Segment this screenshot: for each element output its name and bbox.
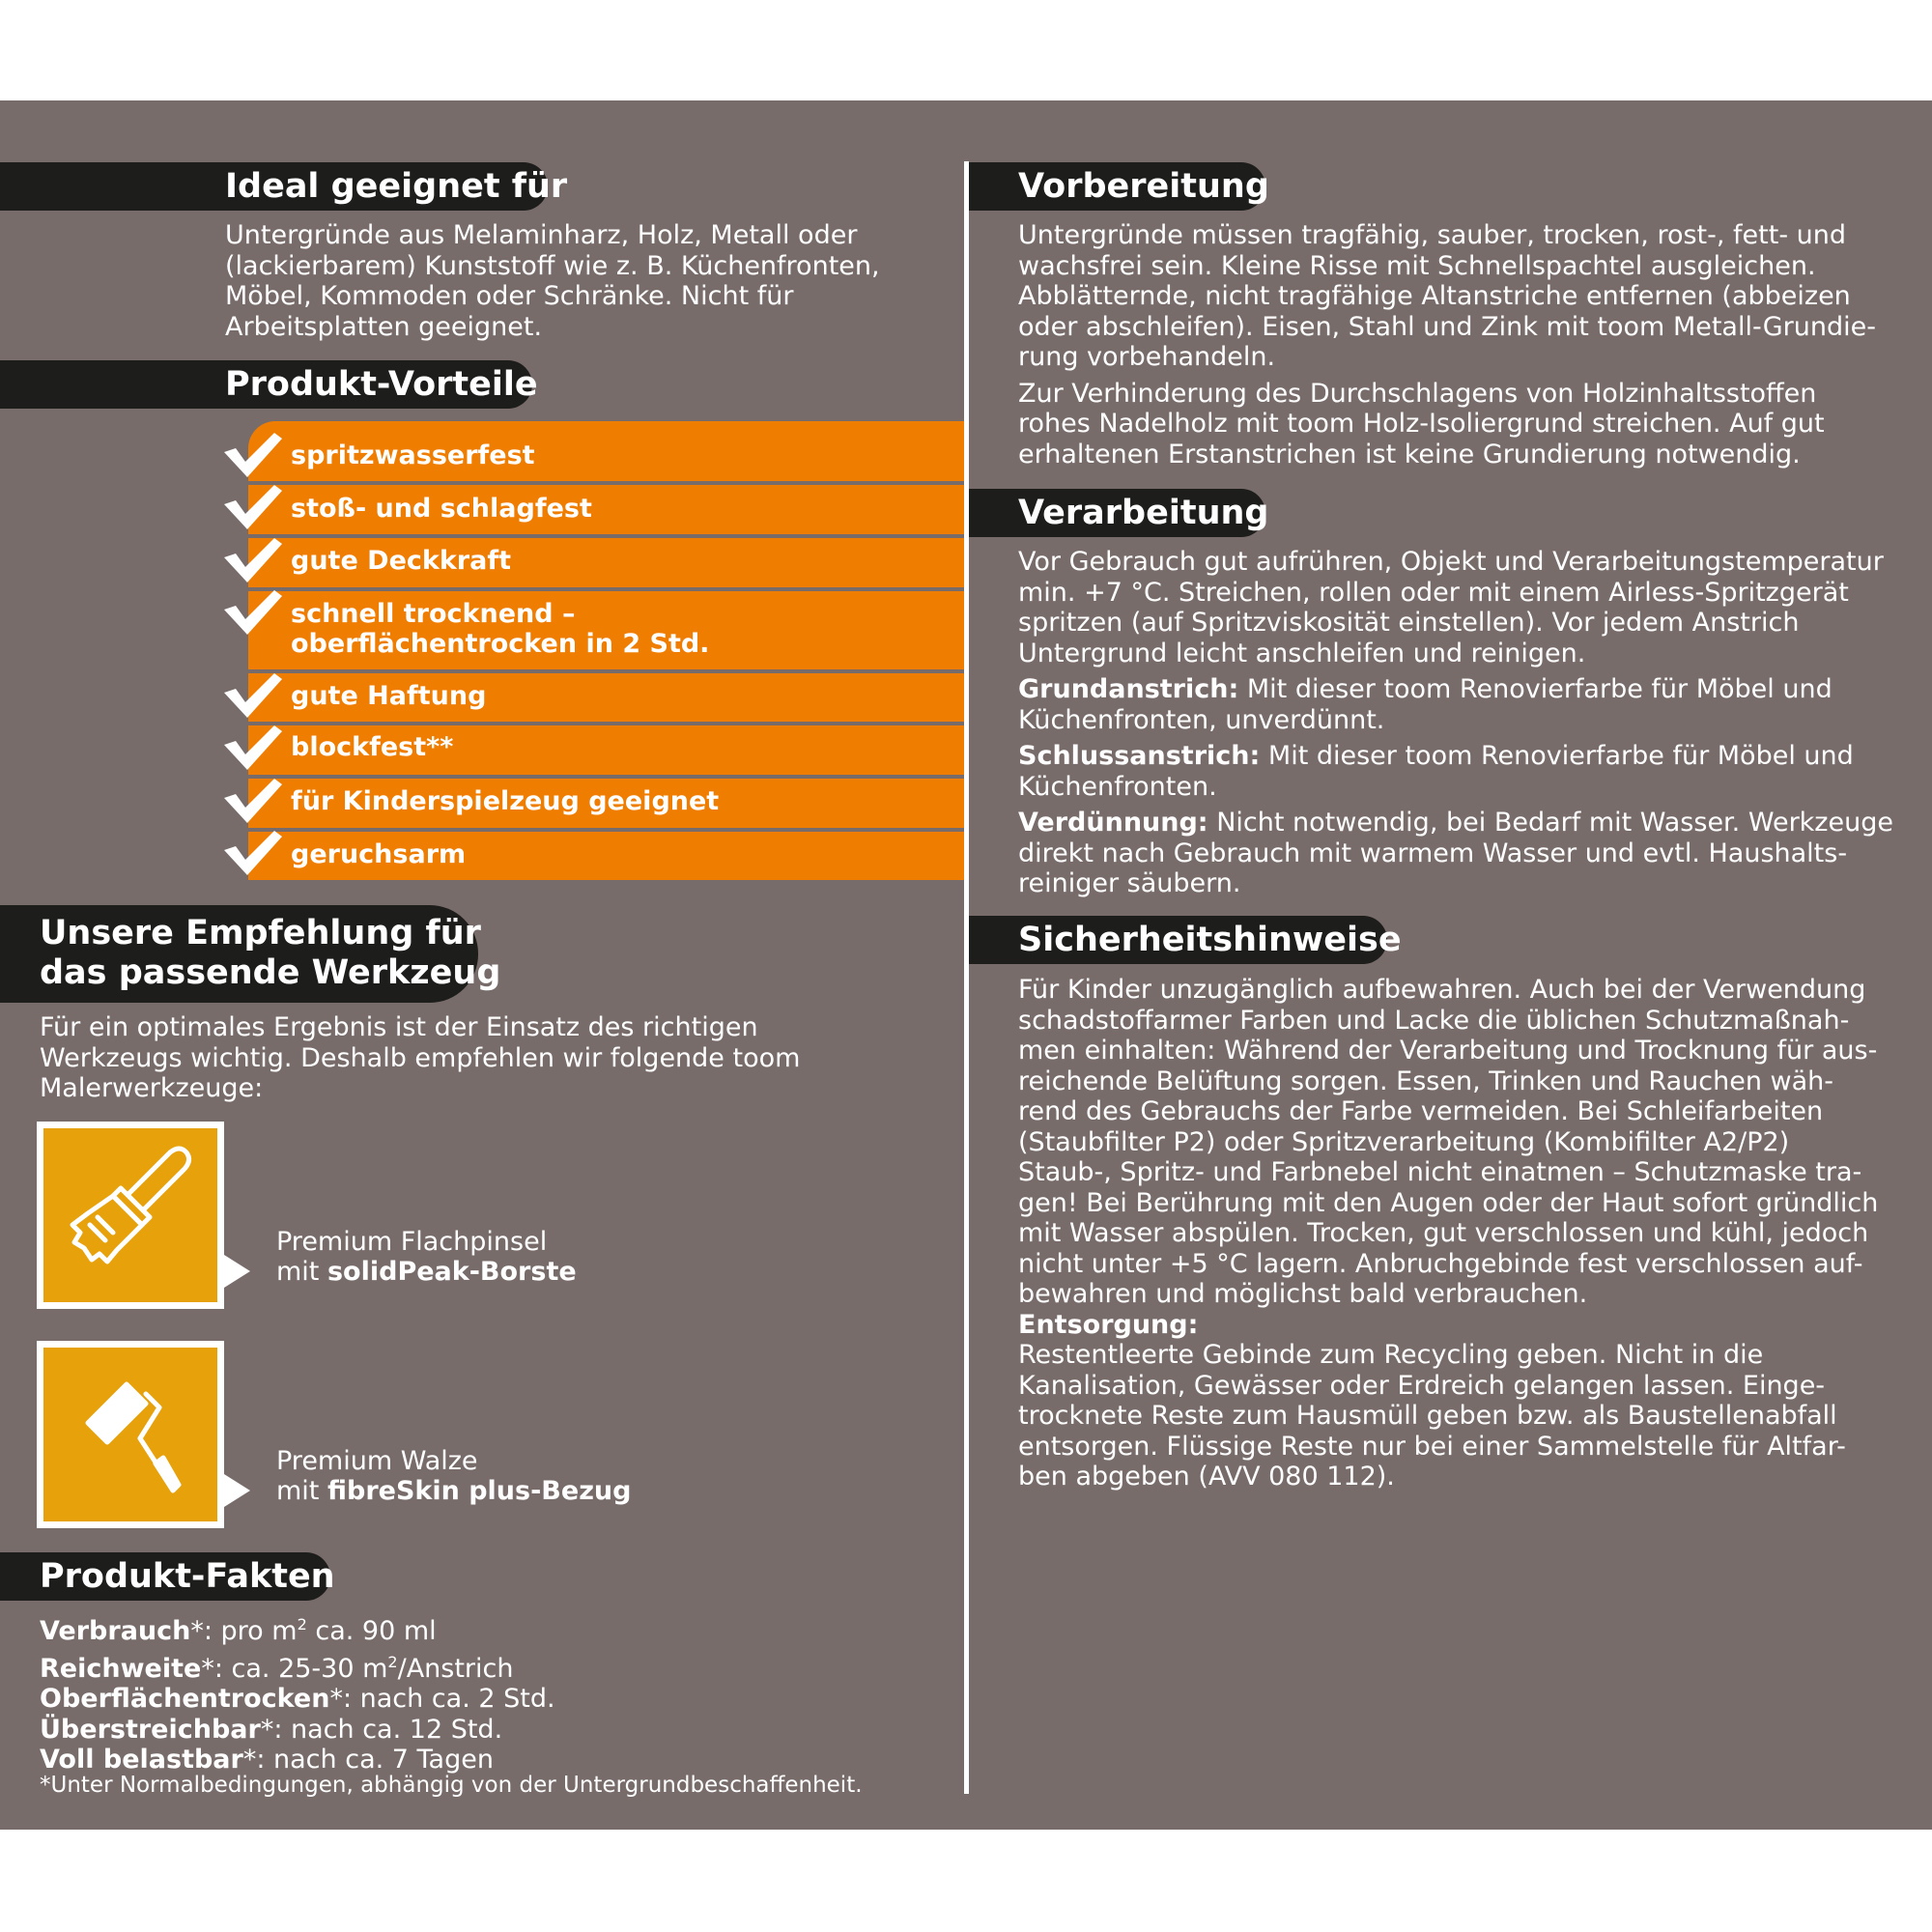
ideal-line: Untergründe aus Melaminharz, Holz, Metall oder bbox=[225, 220, 858, 250]
fakten-row bbox=[40, 1609, 555, 1647]
benefit-label: stoß- und schlagfest bbox=[291, 494, 592, 524]
fakten-tail: /Anstrich bbox=[397, 1653, 514, 1684]
entsorgung-line: ben abgeben (AVV 080 112). bbox=[1018, 1462, 1395, 1492]
tool-card-brush bbox=[37, 1122, 224, 1309]
benefit-label: geruchsarm bbox=[291, 839, 467, 869]
vorteile-title: Produkt-Vorteile bbox=[225, 365, 538, 404]
fakten-value: *: nach ca. 7 Tagen bbox=[242, 1745, 494, 1775]
section-header-verarbeitung bbox=[969, 489, 1269, 537]
tool-detail bbox=[276, 1476, 631, 1506]
verarbeitung-line: Untergrund leicht anschleifen und reinigen. bbox=[1018, 638, 1586, 668]
benefit-label: schnell trocknend – bbox=[291, 599, 576, 629]
tool-label-brush bbox=[276, 1227, 577, 1287]
ideal-line: Arbeitsplatten geeignet. bbox=[225, 311, 543, 342]
tool-label-roller bbox=[276, 1446, 631, 1506]
verarbeitung-line: Küchenfronten. bbox=[1018, 771, 1217, 802]
verarbeitung-line: min. +7 °C. Streichen, rollen oder mit einem Airless-Spritzgerät bbox=[1018, 577, 1849, 608]
vorbereitung-text bbox=[1018, 220, 1876, 469]
sicherheit-line: Für Kinder unzugänglich aufbewahren. Auch bei der Verwendung bbox=[1018, 975, 1866, 1005]
schlussanstrich-label: Schlussanstrich: bbox=[1018, 741, 1261, 771]
sicherheit-line: men einhalten: Während der Verarbeitung und Trocknung für aus- bbox=[1018, 1036, 1878, 1065]
fakten-row bbox=[40, 1684, 555, 1715]
checkmark-icon bbox=[224, 779, 282, 823]
fakten-row bbox=[40, 1715, 555, 1746]
vorbereitung-title: Vorbereitung bbox=[1018, 167, 1269, 206]
verarbeitung-line: direkt nach Gebrauch mit warmem Wasser und evtl. Haushalts- bbox=[1018, 838, 1848, 868]
empfehlung-line: Für ein optimales Ergebnis ist der Einsatz des richtigen bbox=[40, 1012, 758, 1042]
entsorgung-line: Restentleerte Gebinde zum Recycling geben. Nicht in die bbox=[1018, 1340, 1764, 1370]
tool-name: Premium Walze bbox=[276, 1446, 478, 1476]
section-header-ideal bbox=[0, 162, 568, 211]
benefit-label: spritzwasserfest bbox=[291, 440, 535, 470]
sicherheit-line: nicht unter +5 °C lagern. Anbruchgebinde fest verschlossen auf- bbox=[1018, 1248, 1863, 1279]
vorbereitung-line: erhaltenen Erstanstrichen ist keine Grundierung notwendig. bbox=[1018, 439, 1801, 469]
sicherheit-line: rend des Gebrauchs der Farbe vermeiden. Bei Schleifarbeiten bbox=[1018, 1096, 1824, 1126]
tool-highlight: fibreSkin plus-Bezug bbox=[327, 1476, 632, 1506]
vorbereitung-line: Abblätternde, nicht tragfähige Altanstriche entfernen (abbeizen bbox=[1018, 281, 1851, 311]
sicherheit-line: Staub-, Spritz- und Farbnebel nicht einatmen – Schutzmaske tra- bbox=[1018, 1157, 1862, 1187]
sicherheit-title: Sicherheitshinweise bbox=[1018, 921, 1402, 959]
checkmark-icon bbox=[224, 725, 282, 770]
grundanstrich-text: Mit dieser toom Renovierfarbe für Möbel und bbox=[1238, 674, 1833, 704]
checkmark-icon bbox=[224, 673, 282, 718]
tool-detail bbox=[276, 1257, 577, 1287]
schlussanstrich-text: Mit dieser toom Renovierfarbe für Möbel und bbox=[1260, 741, 1854, 771]
sicherheit-line: (Staubfilter P2) oder Spritzverarbeitung (Kombifilter A2/P2) bbox=[1018, 1126, 1790, 1157]
fakten-label: Überstreichbar bbox=[40, 1714, 261, 1745]
checkmark-icon bbox=[224, 433, 282, 477]
benefit-label: gute Haftung bbox=[291, 681, 487, 711]
entsorgung-label: Entsorgung: bbox=[1018, 1309, 1199, 1340]
benefit-label: oberflächentrocken in 2 Std. bbox=[291, 629, 710, 659]
fakten-label: Reichweite bbox=[40, 1653, 202, 1684]
vorbereitung-line: oder abschleifen). Eisen, Stahl und Zink mit toom Metall-Grundie- bbox=[1018, 311, 1876, 342]
paintbrush-icon bbox=[51, 1136, 196, 1281]
verarbeitung-line: reiniger säubern. bbox=[1018, 868, 1241, 898]
checkmark-icon bbox=[224, 538, 282, 582]
fakten-tail: ca. 90 ml bbox=[306, 1616, 437, 1646]
benefit-label: gute Deckkraft bbox=[291, 546, 511, 576]
fakten-title: Produkt-Fakten bbox=[40, 1557, 335, 1596]
verarbeitung-line: spritzen (auf Spritzviskosität einstellen). Vor jedem Anstrich bbox=[1018, 608, 1800, 638]
tool-prefix: mit bbox=[276, 1257, 327, 1287]
sicherheit-line: reichende Belüftung sorgen. Essen, Trinken und Rauchen wäh- bbox=[1018, 1065, 1834, 1096]
ideal-line: Möbel, Kommoden oder Schränke. Nicht für bbox=[225, 281, 794, 311]
section-header-fakten bbox=[0, 1552, 335, 1601]
benefit-label: blockfest** bbox=[291, 732, 454, 762]
section-header-vorbereitung bbox=[969, 162, 1269, 211]
sicherheit-line: mit Wasser abspülen. Trocken, gut verschlossen und kühl, jedoch bbox=[1018, 1218, 1869, 1248]
fakten-label: Oberflächentrocken bbox=[40, 1684, 330, 1714]
section-header-vorteile bbox=[0, 360, 538, 409]
vorbereitung-line: rung vorbehandeln. bbox=[1018, 342, 1276, 372]
section-header-empfehlung bbox=[0, 905, 501, 1003]
empfehlung-title-line: das passende Werkzeug bbox=[40, 953, 501, 992]
sicherheit-line: bewahren und möglichst bald verbrauchen. bbox=[1018, 1279, 1588, 1309]
sicherheit-line: schadstoffarmer Farben und Lacke die üblichen Schutzmaßnah- bbox=[1018, 1005, 1850, 1036]
empfehlung-text bbox=[40, 1012, 800, 1104]
ideal-title: Ideal geeignet für bbox=[225, 167, 568, 206]
pointer-triangle bbox=[224, 1255, 250, 1288]
ideal-line: (lackierbarem) Kunststoff wie z. B. Küchenfronten, bbox=[225, 250, 880, 281]
tool-name: Premium Flachpinsel bbox=[276, 1227, 548, 1257]
fakten-sup: 2 bbox=[387, 1652, 398, 1671]
vorbereitung-line: wachsfrei sein. Kleine Risse mit Schnellspachtel ausgleichen. bbox=[1018, 250, 1816, 281]
sicherheit-line: gen! Bei Berührung mit den Augen oder der Haut sofort gründlich bbox=[1018, 1187, 1879, 1218]
entsorgung-line: entsorgen. Flüssige Reste nur bei einer Sammelstelle für Altfar- bbox=[1018, 1431, 1846, 1462]
vorbereitung-line: Zur Verhinderung des Durchschlagens von Holzinhaltsstoffen bbox=[1018, 378, 1817, 409]
empfehlung-title-line: Unsere Empfehlung für bbox=[40, 914, 481, 952]
verduennung-label: Verdünnung: bbox=[1018, 808, 1208, 838]
checkmark-icon bbox=[224, 590, 282, 635]
checkmark-icon bbox=[224, 831, 282, 875]
grundanstrich-label: Grundanstrich: bbox=[1018, 674, 1239, 704]
fakten-value: *: nach ca. 2 Std. bbox=[329, 1684, 555, 1714]
pointer-triangle bbox=[224, 1474, 250, 1507]
benefit-label: für Kinderspielzeug geeignet bbox=[291, 786, 720, 816]
fakten-value: *: pro m bbox=[190, 1616, 298, 1646]
checkmark-icon bbox=[224, 485, 282, 529]
verarbeitung-line: Vor Gebrauch gut aufrühren, Objekt und Verarbeitungstemperatur bbox=[1018, 547, 1884, 577]
fakten-label: Verbrauch bbox=[40, 1616, 191, 1646]
vorbereitung-line: Untergründe müssen tragfähig, sauber, trocken, rost-, fett- und bbox=[1018, 220, 1847, 250]
verduennung-text: Nicht notwendig, bei Bedarf mit Wasser. Werkzeuge bbox=[1208, 808, 1893, 838]
verarbeitung-line: Küchenfronten, unverdünnt. bbox=[1018, 704, 1385, 735]
entsorgung-line: Kanalisation, Gewässer oder Erdreich gelangen lassen. Einge- bbox=[1018, 1370, 1826, 1401]
entsorgung-line: trocknete Reste zum Hausmüll geben bzw. als Baustellenabfall bbox=[1018, 1401, 1837, 1431]
vorbereitung-line: rohes Nadelholz mit toom Holz-Isoliergrund streichen. Auf gut bbox=[1018, 409, 1825, 439]
fakten-sup: 2 bbox=[297, 1615, 307, 1634]
fakten-label: Voll belastbar bbox=[40, 1745, 243, 1775]
tool-card-roller bbox=[37, 1341, 224, 1528]
verarbeitung-title: Verarbeitung bbox=[1018, 494, 1269, 532]
verarbeitung-line bbox=[1018, 741, 1893, 772]
empfehlung-line: Werkzeugs wichtig. Deshalb empfehlen wir folgende toom bbox=[40, 1042, 801, 1073]
tool-prefix: mit bbox=[276, 1476, 327, 1506]
fakten-row bbox=[40, 1647, 555, 1685]
paint-roller-icon bbox=[51, 1355, 196, 1500]
verarbeitung-line bbox=[1018, 674, 1893, 705]
footnote: *Unter Normalbedingungen, abhängig von der Untergrundbeschaffenheit. bbox=[40, 1773, 863, 1798]
fakten-list bbox=[40, 1609, 555, 1776]
tool-highlight: solidPeak-Borste bbox=[327, 1257, 577, 1287]
fakten-value: *: nach ca. 12 Std. bbox=[260, 1714, 503, 1745]
verarbeitung-text bbox=[1018, 547, 1893, 899]
fakten-value: *: ca. 25-30 m bbox=[201, 1653, 388, 1684]
sicherheit-text bbox=[1018, 975, 1878, 1492]
section-header-sicherheit bbox=[969, 916, 1402, 964]
ideal-text bbox=[225, 220, 880, 342]
column-divider bbox=[964, 161, 969, 1794]
verarbeitung-line bbox=[1018, 808, 1893, 838]
empfehlung-line: Malerwerkzeuge: bbox=[40, 1073, 264, 1103]
fakten-row bbox=[40, 1745, 555, 1776]
